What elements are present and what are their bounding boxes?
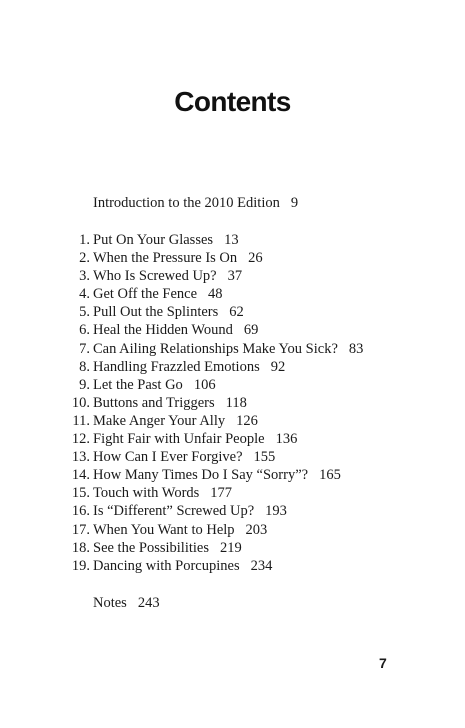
toc-chapter-entry [0,394,465,412]
toc-chapter-entry [0,502,465,520]
toc-chapter-list [0,231,465,575]
toc-chapter-page: 193 [265,503,287,520]
toc-chapter-page: 83 [348,340,364,357]
toc-chapter-text [93,484,232,502]
toc-chapter-entry [0,484,465,502]
toc-chapter-number: 17. [71,521,90,538]
toc-chapter-text [93,285,223,303]
toc-chapter-text [93,557,272,575]
toc-chapter-entry [0,358,465,376]
toc-chapter-title: Is “Different” Screwed Up? [93,503,255,520]
toc-chapter-page: 219 [220,539,242,556]
toc-chapter-page: 136 [275,431,298,448]
toc-chapter-entry [0,285,465,303]
toc-chapter-page: 48 [208,286,223,303]
toc-chapter-text [93,231,239,249]
toc-chapter-number: 4. [79,286,90,303]
page-number: 7 [379,655,387,671]
page-title: Contents [174,86,291,117]
toc-chapter-title: Touch with Words [93,485,200,502]
toc-chapter-entry [0,303,465,321]
toc-chapter-entry [0,557,465,575]
toc-chapter-text [93,358,285,376]
toc-chapter-title: How Many Times Do I Say “Sorry”? [93,467,309,484]
toc-chapter-title: When the Pressure Is On [93,250,238,267]
toc-chapter-number: 5. [79,304,90,321]
toc-chapter-text [93,430,297,448]
toc-chapter-title: Buttons and Triggers [93,394,215,411]
toc-chapter-title: Dancing with Porcupines [93,557,240,574]
toc-chapter-number: 11. [72,412,90,429]
toc-intro-title: Introduction to the 2010 Edition [93,195,280,211]
toc-chapter-number: 18. [71,539,90,556]
toc-chapter-number: 10. [71,394,90,411]
toc-chapter-title: Handling Frazzled Emotions [93,358,260,375]
toc-notes-title: Notes [93,595,127,611]
toc-chapter-title: Get Off the Fence [93,286,198,303]
toc-chapter-title: When You Want to Help [93,521,235,538]
toc-chapter-entry [0,249,465,267]
toc-chapter-page: 126 [236,412,258,429]
toc-chapter-page: 62 [229,304,244,321]
toc-chapter-text [93,321,258,339]
toc-chapter-page: 106 [193,376,216,393]
toc-chapter-number: 14. [71,467,90,484]
toc-chapter-number: 3. [79,268,90,285]
toc-chapter-page: 69 [243,322,259,339]
toc-chapter-page: 155 [253,449,276,466]
toc-chapter-page: 177 [210,485,233,502]
toc-chapter-text [93,340,363,358]
toc-chapter-title: Can Ailing Relationships Make You Sick? [93,340,338,357]
toc-chapter-title: Make Anger Your Ally [93,412,226,429]
toc-chapter-number: 7. [79,340,90,357]
toc-chapter-page: 234 [250,557,273,574]
toc-chapter-entry [0,267,465,285]
toc-chapter-page: 26 [248,250,263,267]
toc-chapter-text [93,521,267,539]
toc-notes-entry [93,593,160,613]
toc-notes-page: 243 [137,595,160,611]
toc-chapter-text [93,466,341,484]
toc-chapter-number: 12. [71,431,90,448]
toc-chapter-entry [0,466,465,484]
toc-chapter-page: 92 [270,358,286,375]
toc-chapter-text [93,539,242,557]
toc-chapter-number: 19. [71,557,90,574]
toc-chapter-entry [0,521,465,539]
toc-chapter-title: Let the Past Go [93,376,183,393]
toc-chapter-title: Who Is Screwed Up? [93,268,217,285]
toc-chapter-page: 118 [225,394,247,411]
toc-chapter-number: 13. [71,449,90,466]
toc-chapter-text [93,394,247,412]
toc-chapter-text [93,249,263,267]
toc-chapter-text [93,502,287,520]
toc-chapter-entry [0,321,465,339]
toc-chapter-text [93,267,242,285]
toc-chapter-entry [0,412,465,430]
toc-chapter-title: Pull Out the Splinters [93,304,219,321]
toc-chapter-number: 15. [71,485,90,502]
toc-chapter-entry [0,539,465,557]
toc-intro-entry [93,193,298,213]
toc-chapter-text [93,376,216,394]
toc-chapter-title: Put On Your Glasses [93,232,214,248]
toc-chapter-text [93,448,275,466]
toc-chapter-number: 16. [71,503,90,520]
toc-chapter-title: See the Possibilities [93,539,209,556]
toc-chapter-entry [0,430,465,448]
toc-chapter-entry [0,340,465,358]
toc-chapter-title: Fight Fair with Unfair People [93,431,265,448]
toc-chapter-text [93,303,244,321]
toc-intro-page: 9 [290,195,299,211]
toc-chapter-page: 203 [245,521,268,538]
toc-chapter-title: Heal the Hidden Wound [93,322,233,339]
toc-chapter-entry [0,231,465,249]
toc-chapter-page: 165 [319,467,341,484]
toc-chapter-number: 2. [79,250,90,267]
toc-chapter-entry [0,376,465,394]
toc-chapter-page: 37 [227,268,243,285]
toc-chapter-number: 8. [79,358,90,375]
toc-chapter-text [93,412,258,430]
toc-chapter-number: 1. [79,232,90,248]
toc-chapter-page: 13 [224,232,239,248]
toc-chapter-entry [0,448,465,466]
toc-chapter-number: 6. [79,322,90,339]
toc-chapter-number: 9. [79,376,90,393]
toc-chapter-title: How Can I Ever Forgive? [93,449,243,466]
